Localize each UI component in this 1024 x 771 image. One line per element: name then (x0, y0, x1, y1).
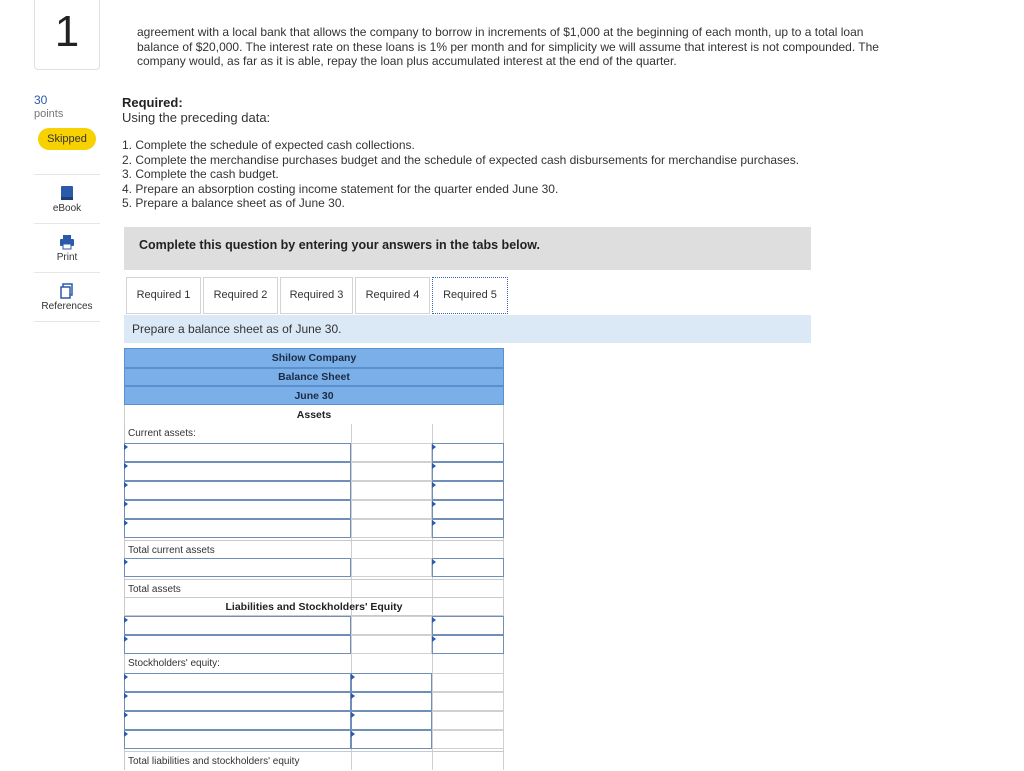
blank-cell (351, 481, 432, 500)
account-select[interactable] (124, 462, 351, 481)
points-value: 30 (34, 93, 48, 107)
instruction-banner (124, 227, 811, 270)
step-item: 3. Complete the cash budget. (122, 167, 279, 181)
account-select[interactable] (124, 519, 351, 538)
dropdown-marker-icon (351, 693, 355, 699)
amount-input[interactable] (432, 481, 504, 500)
intro-text: agreement with a local bank that allows the company to borrow in increments of $1,000 at the beginning of each month, up to a total loan balance of $20,000. The interest rate on these loans is 1% per month and for simplicity we will assume that interest is not compounded. The company would, as far as it is able, repay the loan plus accumulated interest at the end of the quarter. (137, 25, 879, 68)
question-number: 1 (54, 7, 80, 56)
dropdown-marker-icon (124, 559, 128, 565)
tab-required-2[interactable]: Required 2 (203, 277, 278, 314)
required-subheading: Using the preceding data: (122, 110, 271, 125)
printer-icon (59, 234, 75, 250)
sheet-title: Balance Sheet (124, 368, 504, 386)
blank-cell (432, 730, 504, 749)
account-select[interactable] (124, 616, 351, 635)
sheet-date: June 30 (124, 386, 504, 405)
tab-required-4[interactable]: Required 4 (355, 277, 430, 314)
total-assets-label: Total assets (124, 579, 504, 598)
liability-row (124, 635, 504, 654)
dropdown-marker-icon (351, 731, 355, 737)
required-heading: Required: (122, 95, 183, 110)
step-item: 5. Prepare a balance sheet as of June 30. (122, 196, 345, 210)
account-select[interactable] (124, 692, 351, 711)
amount-input[interactable] (351, 730, 432, 749)
dropdown-marker-icon (124, 712, 128, 718)
points-label: points (34, 108, 64, 120)
assets-header: Assets (296, 409, 332, 421)
tab-required-5[interactable]: Required 5 (432, 277, 508, 314)
prompt-text: Prepare a balance sheet as of June 30. (132, 322, 342, 336)
amount-input[interactable] (432, 500, 504, 519)
amount-input[interactable] (432, 443, 504, 462)
ebook-label: eBook (52, 203, 82, 214)
blank-cell (351, 616, 432, 635)
dropdown-marker-icon (432, 463, 436, 469)
dropdown-marker-icon (432, 617, 436, 623)
amount-input[interactable] (432, 462, 504, 481)
step-item: 1. Complete the schedule of expected cash collections. (122, 138, 415, 152)
blank-cell (351, 519, 432, 538)
current-asset-row (124, 481, 504, 500)
question-number-box (34, 0, 100, 70)
print-button[interactable] (34, 223, 100, 271)
blank-cell (432, 692, 504, 711)
dropdown-marker-icon (432, 501, 436, 507)
dropdown-marker-icon (124, 463, 128, 469)
dropdown-marker-icon (432, 482, 436, 488)
noncurrent-asset-row (124, 558, 504, 577)
dropdown-marker-icon (124, 674, 128, 680)
amount-input[interactable] (432, 519, 504, 538)
amount-input[interactable] (432, 616, 504, 635)
account-select[interactable] (124, 500, 351, 519)
blank-cell (351, 500, 432, 519)
total-current-assets-label: Total current assets (124, 540, 504, 559)
print-label: Print (56, 252, 78, 263)
current-asset-row (124, 443, 504, 462)
dropdown-marker-icon (432, 444, 436, 450)
step-item: 4. Prepare an absorption costing income statement for the quarter ended June 30. (122, 181, 559, 196)
account-select[interactable] (124, 730, 351, 749)
skipped-badge: Skipped (38, 128, 96, 150)
account-select[interactable] (124, 711, 351, 730)
equity-row (124, 730, 504, 749)
dropdown-marker-icon (124, 731, 128, 737)
account-select[interactable] (124, 481, 351, 500)
references-button[interactable] (34, 272, 100, 322)
account-select[interactable] (124, 635, 351, 654)
equity-row (124, 692, 504, 711)
dropdown-marker-icon (432, 636, 436, 642)
step-item: 2. Complete the merchandise purchases budget and the schedule of expected cash disbursements for merchandise purchases. (122, 152, 800, 167)
amount-input[interactable] (351, 673, 432, 692)
balance-sheet (124, 348, 504, 770)
equity-row (124, 711, 504, 730)
references-label: References (41, 301, 93, 312)
total-liabilities-equity-label: Total liabilities and stockholders' equity (124, 751, 504, 770)
blank-cell (351, 635, 432, 654)
tab-required-1[interactable]: Required 1 (126, 277, 201, 314)
dropdown-marker-icon (124, 693, 128, 699)
required-steps (122, 138, 799, 211)
current-asset-row (124, 500, 504, 519)
blank-cell (351, 558, 432, 577)
sheet-company: Shilow Company (124, 348, 504, 368)
dropdown-marker-icon (432, 520, 436, 526)
amount-input[interactable] (351, 711, 432, 730)
current-asset-row (124, 519, 504, 538)
dropdown-marker-icon (351, 712, 355, 718)
dropdown-marker-icon (124, 482, 128, 488)
dropdown-marker-icon (124, 636, 128, 642)
dropdown-marker-icon (124, 501, 128, 507)
dropdown-marker-icon (124, 444, 128, 450)
current-assets-label: Current assets: (124, 424, 504, 443)
account-select[interactable] (124, 673, 351, 692)
references-icon (60, 283, 74, 299)
account-select[interactable] (124, 443, 351, 462)
liabilities-header: Liabilities and Stockholders' Equity (124, 597, 504, 616)
amount-input[interactable] (432, 558, 504, 577)
stockholders-equity-label: Stockholders' equity: (124, 654, 504, 673)
blank-cell (351, 462, 432, 481)
dropdown-marker-icon (432, 559, 436, 565)
blank-cell (432, 673, 504, 692)
liability-row (124, 616, 504, 635)
dropdown-marker-icon (124, 520, 128, 526)
tab-required-3[interactable]: Required 3 (280, 277, 353, 314)
dropdown-marker-icon (351, 674, 355, 680)
book-icon (60, 185, 74, 201)
current-asset-row (124, 462, 504, 481)
instruction-text: Complete this question by entering your answers in the tabs below. (139, 238, 540, 252)
equity-row (124, 673, 504, 692)
ebook-button[interactable] (34, 174, 100, 222)
dropdown-marker-icon (124, 617, 128, 623)
amount-input[interactable] (432, 635, 504, 654)
prompt-bar (124, 315, 811, 343)
blank-cell (351, 443, 432, 462)
blank-cell (432, 711, 504, 730)
amount-input[interactable] (351, 692, 432, 711)
account-select[interactable] (124, 558, 351, 577)
